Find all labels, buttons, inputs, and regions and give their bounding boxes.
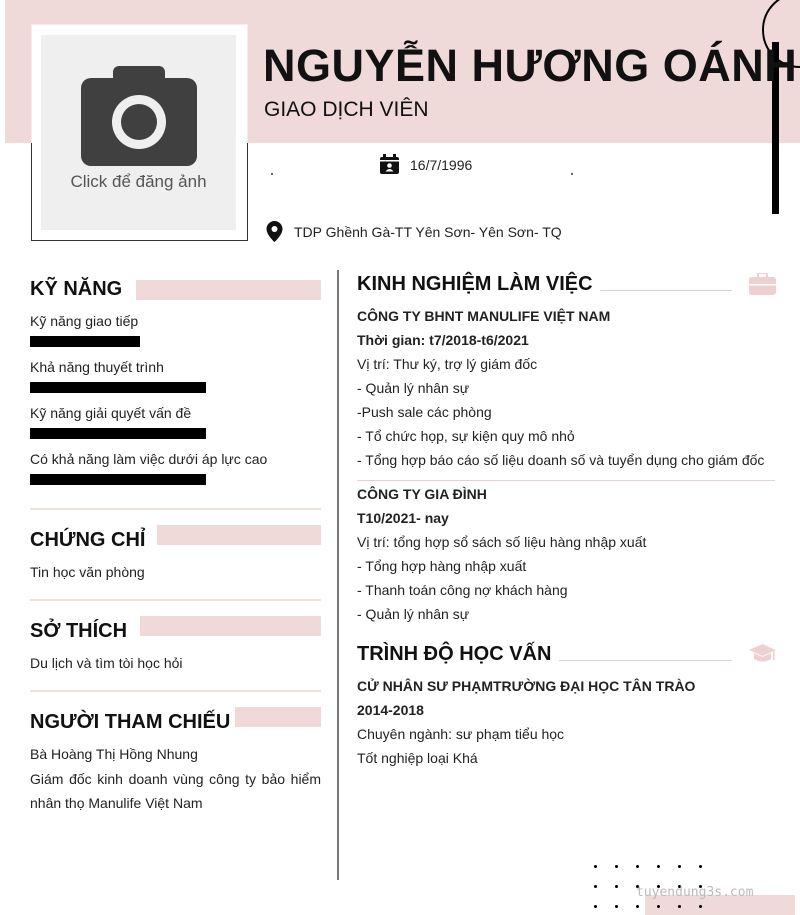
education-degree: CỬ NHÂN SƯ PHẠMTRƯỜNG ĐẠI HỌC TÂN TRÀO — [357, 678, 696, 694]
job-divider — [357, 480, 775, 481]
job-line: - Tổng hợp báo cáo số liệu doanh số và tuyển dụng cho giám đốc — [357, 452, 765, 468]
certificates-title: CHỨNG CHỈ — [30, 529, 146, 551]
dot — [657, 905, 660, 908]
decorative-tick — [271, 173, 273, 175]
references-title: NGƯỜI THAM CHIẾU — [30, 711, 231, 733]
dot — [636, 905, 639, 908]
education-years: 2014-2018 — [357, 702, 424, 718]
job-line: - Tổng hợp hàng nhập xuất — [357, 558, 527, 574]
job-company: CÔNG TY BHNT MANULIFE VIỆT NAM — [357, 308, 611, 324]
education-title-line — [559, 660, 732, 661]
skill-level-bar — [30, 336, 140, 347]
dot — [699, 905, 702, 908]
hobbies-title-bar — [140, 616, 321, 636]
map-pin-icon — [265, 221, 284, 242]
section-divider — [30, 508, 321, 510]
skill-level-bar — [30, 428, 206, 439]
job-line: - Tổ chức họp, sự kiện quy mô nhỏ — [357, 428, 575, 444]
dot — [636, 865, 639, 868]
hobbies-title: SỞ THÍCH — [30, 620, 128, 642]
references-title-bar — [235, 707, 321, 727]
dot — [594, 865, 597, 868]
candidate-name: NGUYỄN HƯƠNG OÁNH — [263, 40, 798, 91]
watermark: tuyendung3s.com — [636, 885, 754, 900]
dot — [678, 865, 681, 868]
skill-label: Kỹ năng giao tiếp — [30, 313, 139, 329]
section-divider — [30, 599, 321, 601]
certificates-title-bar — [157, 525, 321, 545]
column-divider — [337, 270, 339, 880]
job-line: - Quản lý nhân sự — [357, 606, 470, 622]
calendar-icon — [379, 154, 400, 175]
reference-description: Giám đốc kinh doanh vùng công ty bảo hiểm nhân thọ Manulife Việt Nam — [30, 771, 321, 811]
job-company: CÔNG TY GIA ĐÌNH — [357, 486, 487, 502]
dot — [678, 905, 681, 908]
photo-upload-caption[interactable]: Click để đăng ảnh — [70, 172, 207, 191]
skill-level-bar — [30, 474, 206, 485]
graduation-cap-icon — [749, 644, 776, 665]
job-period: T10/2021- nay — [357, 510, 449, 526]
skills-title: KỸ NĂNG — [30, 278, 123, 300]
camera-icon[interactable] — [81, 64, 197, 166]
job-line: - Quản lý nhân sự — [357, 380, 470, 396]
job-line: Vị trí: Thư ký, trợ lý giám đốc — [357, 356, 538, 372]
job-line: Vị trí: tổng hợp sổ sách số liệu hàng nhập xuất — [357, 534, 647, 550]
dot — [615, 865, 618, 868]
skill-label: Khả năng thuyết trình — [30, 359, 164, 375]
dot — [594, 905, 597, 908]
decorative-tick — [571, 173, 573, 175]
skills-title-bar — [136, 280, 321, 300]
dot — [615, 905, 618, 908]
certificate-item: Tin học văn phòng — [30, 564, 145, 580]
briefcase-icon — [749, 273, 776, 295]
job-line: - Thanh toán công nợ khách hàng — [357, 582, 568, 598]
address-text: TDP Ghềnh Gà-TT Yên Sơn- Yên Sơn- TQ — [294, 223, 562, 240]
experience-title: KINH NGHIỆM LÀM VIỆC — [357, 273, 593, 295]
dot — [594, 885, 597, 888]
address-row — [265, 221, 562, 242]
dot — [699, 865, 702, 868]
hobby-item: Du lịch và tìm tòi học hỏi — [30, 655, 183, 671]
education-title: TRÌNH ĐỘ HỌC VẤN — [357, 643, 552, 665]
skill-label: Kỹ năng giải quyết vấn đề — [30, 405, 192, 421]
experience-title-line — [600, 290, 732, 291]
education-major: Chuyên ngành: sư phạm tiểu học — [357, 726, 565, 742]
job-line: -Push sale các phòng — [357, 404, 492, 420]
dot — [615, 885, 618, 888]
dot — [657, 865, 660, 868]
birthday-row — [379, 154, 472, 175]
section-divider — [30, 690, 321, 692]
birthday-text: 16/7/1996 — [410, 156, 473, 173]
job-title: GIAO DỊCH VIÊN — [264, 98, 429, 121]
job-period: Thời gian: t7/2018-t6/2021 — [357, 332, 529, 348]
skill-level-bar — [30, 382, 206, 393]
reference-name: Bà Hoàng Thị Hồng Nhung — [30, 746, 198, 762]
education-grade: Tốt nghiệp loại Khá — [357, 750, 478, 766]
skill-label: Có khả năng làm việc dưới áp lực cao — [30, 451, 268, 467]
